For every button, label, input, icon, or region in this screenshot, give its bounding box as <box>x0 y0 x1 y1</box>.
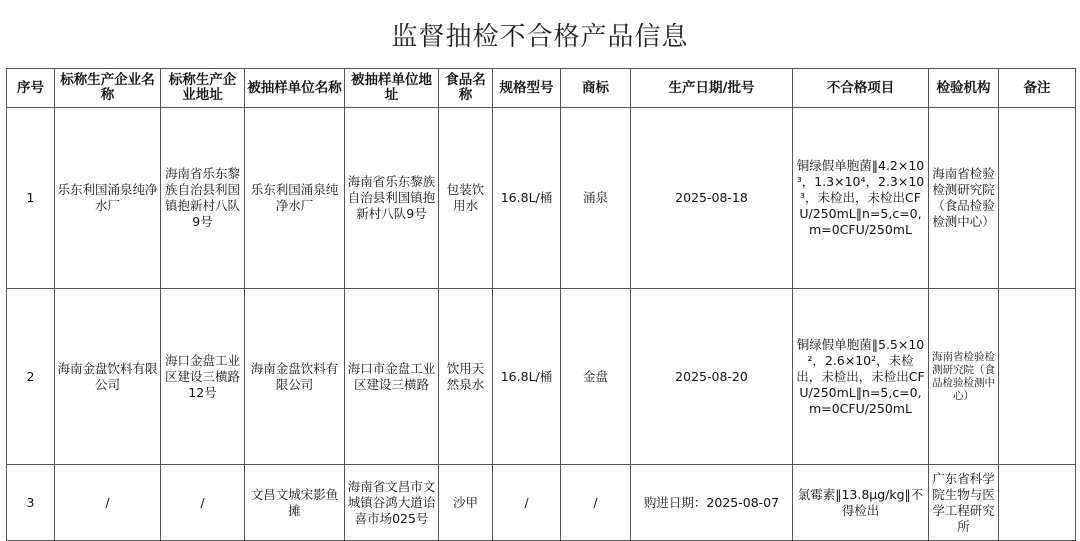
page-title: 监督抽检不合格产品信息 <box>391 21 689 52</box>
cell-date: 购进日期：2025-08-07 <box>631 465 793 541</box>
cell-no: 2 <box>7 289 55 465</box>
cell-agency: 海南省检验检测研究院（食品检验检测中心） <box>929 289 999 465</box>
header-cell: 检验机构 <box>929 69 999 108</box>
header-cell: 标称生产企业名称 <box>55 69 161 108</box>
table-row <box>7 108 1076 289</box>
header-cell: 不合格项目 <box>793 69 929 108</box>
cell-no: 3 <box>7 465 55 541</box>
cell-remark <box>999 465 1076 541</box>
header-cell: 备注 <box>999 69 1076 108</box>
cell-maker-address: 海口金盘工业区建设三横路12号 <box>161 289 245 465</box>
cell-no: 1 <box>7 108 55 289</box>
cell-brand: 涌泉 <box>561 108 631 289</box>
header-cell: 序号 <box>7 69 55 108</box>
cell-sampled-unit: 海南金盘饮料有限公司 <box>245 289 345 465</box>
cell-sampled-unit: 乐东利国涌泉纯净水厂 <box>245 108 345 289</box>
cell-agency: 广东省科学院生物与医学工程研究所 <box>929 465 999 541</box>
cell-defect: 氯霉素‖13.8μg/kg‖不得检出 <box>793 465 929 541</box>
cell-sampled-address: 海南省文昌市文城镇谷鸿大道诒喜市场025号 <box>345 465 439 541</box>
header-cell: 被抽样单位名称 <box>245 69 345 108</box>
cell-remark <box>999 289 1076 465</box>
header-cell: 商标 <box>561 69 631 108</box>
table-row <box>7 465 1076 541</box>
cell-sampled-unit: 文昌文城宋影鱼摊 <box>245 465 345 541</box>
cell-sampled-address: 海南省乐东黎族自治县利国镇抱新村八队9号 <box>345 108 439 289</box>
cell-remark <box>999 108 1076 289</box>
cell-spec: / <box>493 465 561 541</box>
cell-brand: / <box>561 465 631 541</box>
table-row <box>7 289 1076 465</box>
header-row <box>7 69 1076 108</box>
cell-defect: 铜绿假单胞菌‖4.2×10³，1.3×10⁴，2.3×10³，未检出，未检出CFU/250mL‖n=5,c=0,m=0CFU/250mL <box>793 108 929 289</box>
header-cell: 标称生产企业地址 <box>161 69 245 108</box>
cell-sampled-address: 海口市金盘工业区建设三横路 <box>345 289 439 465</box>
cell-maker-address: 海南省乐东黎族自治县利国镇抱新村八队9号 <box>161 108 245 289</box>
results-table <box>6 68 1076 541</box>
cell-maker: / <box>55 465 161 541</box>
cell-defect: 铜绿假单胞菌‖5.5×10²，2.6×10²，未检出，未检出，未检出CFU/250mL‖n=5,c=0,m=0CFU/250mL <box>793 289 929 465</box>
cell-maker-address: / <box>161 465 245 541</box>
cell-spec: 16.8L/桶 <box>493 108 561 289</box>
cell-food-name: 饮用天然泉水 <box>439 289 493 465</box>
cell-spec: 16.8L/桶 <box>493 289 561 465</box>
header-cell: 规格型号 <box>493 69 561 108</box>
header-cell: 生产日期/批号 <box>631 69 793 108</box>
cell-brand: 金盘 <box>561 289 631 465</box>
cell-food-name: 包装饮用水 <box>439 108 493 289</box>
cell-maker: 乐东利国涌泉纯净水厂 <box>55 108 161 289</box>
header-cell: 食品名称 <box>439 69 493 108</box>
cell-date: 2025-08-20 <box>631 289 793 465</box>
cell-agency: 海南省检验检测研究院（食品检验检测中心） <box>929 108 999 289</box>
cell-date: 2025-08-18 <box>631 108 793 289</box>
header-cell: 被抽样单位地址 <box>345 69 439 108</box>
cell-maker: 海南金盘饮料有限公司 <box>55 289 161 465</box>
cell-food-name: 沙甲 <box>439 465 493 541</box>
